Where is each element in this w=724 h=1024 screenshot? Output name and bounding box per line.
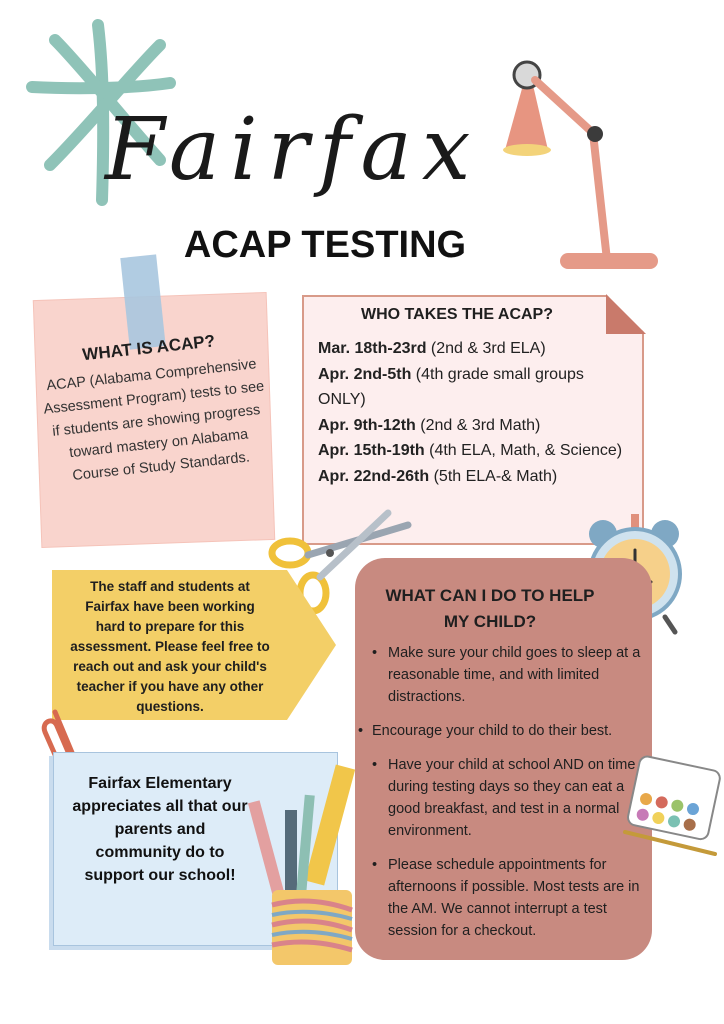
paint-palette-icon xyxy=(625,752,720,862)
who-takes-heading: WHO TAKES THE ACAP? xyxy=(361,306,553,323)
script-title: Fairfax xyxy=(105,100,481,200)
page-title: ACAP TESTING xyxy=(183,224,467,266)
schedule-item: Apr. 2nd-5th (4th grade small groups ONLY) xyxy=(318,365,584,408)
schedule-item: Apr. 22nd-26th (5th ELA-& Math) xyxy=(318,467,558,485)
appreciation-text: Fairfax Elementary appreciates all that our parents and community do to support our school! xyxy=(72,775,248,884)
pencil-cup-icon xyxy=(250,765,360,970)
help-my-child-heading: WHAT CAN I DO TO HELP MY CHILD? xyxy=(385,586,595,631)
testing-schedule xyxy=(318,336,636,489)
help-tip: • Encourage your child to do their best. xyxy=(360,720,650,742)
what-is-acap-heading: WHAT IS ACAP? xyxy=(81,331,216,365)
staff-note-text: The staff and students at Fairfax have been working hard to prepare for this assessment. Please feel free to reach out and ask your child's teacher if you have any other questions. xyxy=(70,579,270,714)
help-tips-list xyxy=(360,642,650,954)
help-tip: • Make sure your child goes to sleep at a reasonable time, and with limited distractions. xyxy=(360,642,650,708)
page-fold-shadow xyxy=(606,294,646,334)
help-tip: • Have your child at school AND on time during testing days so they can eat a good breakfast, and test in a normal environment. xyxy=(360,754,650,842)
schedule-item: Apr. 9th-12th (2nd & 3rd Math) xyxy=(318,416,541,434)
help-tip: • Please schedule appointments for afternoons if possible. Most tests are in the AM. We cannot interrupt a test session for a checkout. xyxy=(360,854,650,942)
schedule-item: Mar. 18th-23rd (2nd & 3rd ELA) xyxy=(318,340,546,357)
what-is-acap-body: ACAP (Alabama Comprehensive Assessment Program) tests to see if students are showing progress toward mastery on Alabama Course of Study Standards. xyxy=(42,356,265,484)
what-is-acap-content xyxy=(35,327,275,491)
schedule-item: Apr. 15th-19th (4th ELA, Math, & Science) xyxy=(318,442,623,459)
